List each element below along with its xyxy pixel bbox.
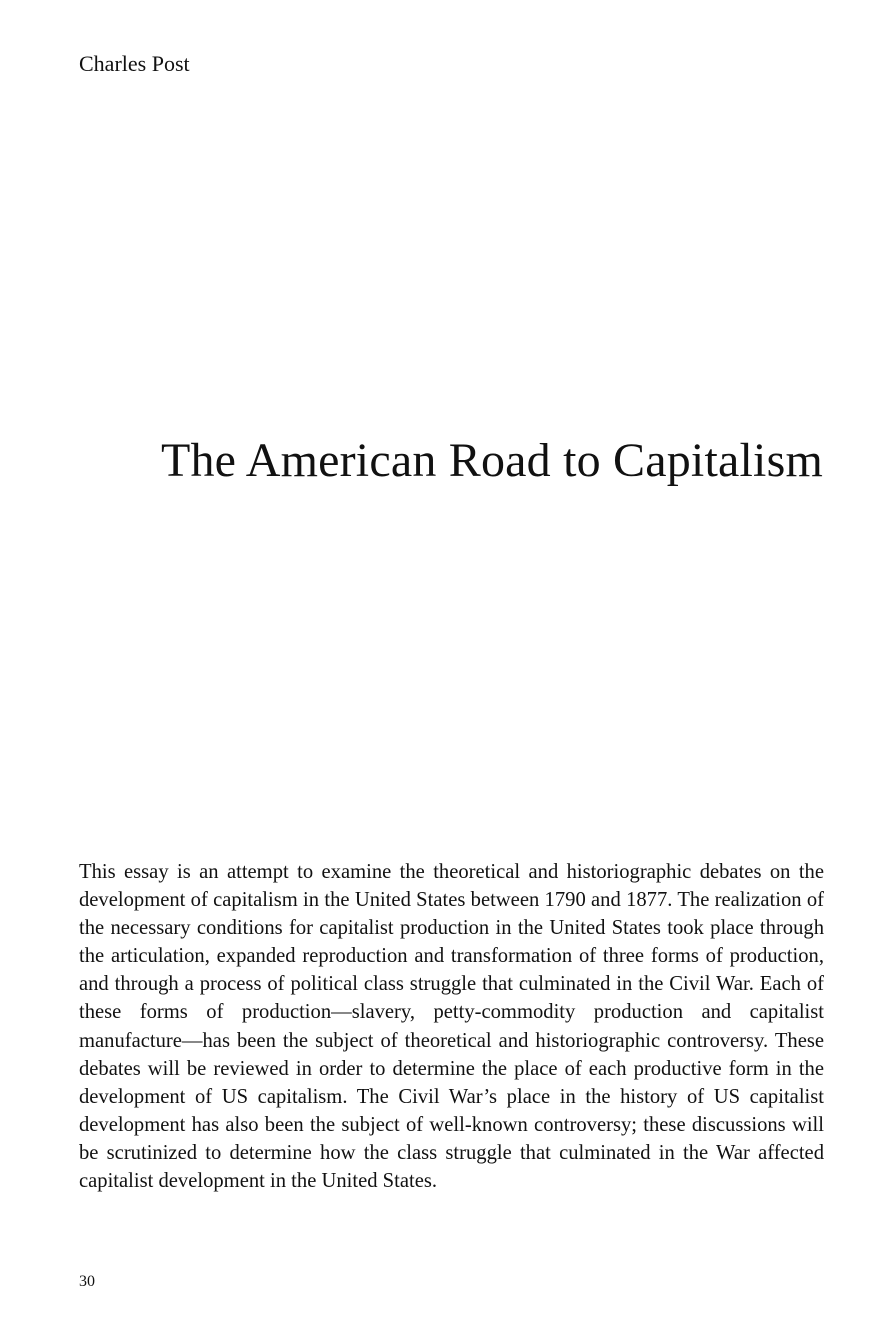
abstract-paragraph: This essay is an attempt to examine the theoretical and historiographic debates on the development of capitalism in the United States between 1790 and 1877. The realization of the necessary conditions for capitalist production in the United States took place through the articulation, expanded reproduction and transformation of three forms of production, and through a process of political class struggle that culminated in the Civil War. Each of these forms of production—slavery, petty-commodity production and capitalist manufacture—has been the subject of theoretical and historiographic controversy. These debates will be reviewed in order to determine the place of each productive form in the development of US capitalism. The Civil War’s place in the history of US capitalist development has also been the subject of well-known controversy; these discussions will be scrutinized to determine how the class struggle that culminated in the War affected capitalist development in the United States. — [79, 861, 824, 1193]
author-name: Charles Post — [79, 51, 190, 76]
article-title: The American Road to Capitalism — [160, 434, 823, 487]
page-number: 30 — [79, 1273, 95, 1290]
